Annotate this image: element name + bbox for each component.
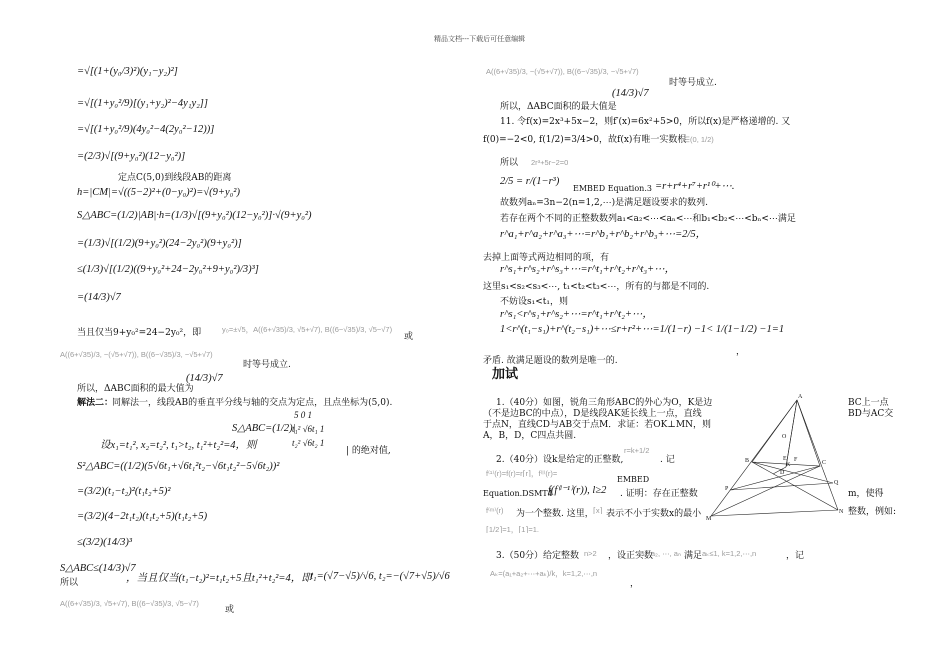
label-a: A [798, 394, 803, 400]
q2-r-def: r=k+1/2 [624, 446, 650, 455]
final-points: A((6+√35)/3, √5+√7), B((6−√35)/3, √5−√7) [60, 599, 199, 608]
q2-prove: . 证明：存在正整数 [620, 489, 698, 499]
problem-11-contradiction-eq: 1<r^(t₁−s₁)+r^(t₂−s₁)+⋯≤r+r²+⋯=1/(1−r) −1< 1/(1−1/2) −1=1 [500, 324, 785, 335]
label-k: K [786, 462, 791, 468]
problem-11-assume: 不妨设s₁<t₁，则 [500, 297, 568, 307]
left-eq3: =√[(1+y₀²/9)(4y₀²−4(2y₀²−12))] [77, 124, 215, 135]
q3-bound: aₖ≤1, k=1,2,⋯,n [702, 549, 757, 558]
label-f: F [794, 457, 798, 463]
right-equality-text: 时等号成立. [669, 78, 717, 88]
q1-side-2: BD与AC交 [848, 409, 894, 419]
s-squared-eq: S²△ABC=((1/2)(5√6t₁+√6t₁²t₂−√6t₁t₂²−5√6t₂))² [77, 461, 280, 472]
max-area-value: (14/3)√7 [186, 373, 223, 384]
q1-line-1: 1.（40分）如图，锐角三角形ABC的外心为O，K是边 [496, 398, 713, 408]
distance-eq: h=|CM|=√((5−2)²+(0−y₀)²)=√(9+y₀²) [77, 187, 240, 198]
root-interval: r∈(0, 1/2) [681, 135, 714, 144]
s-eq-5: ≤(3/2)(14/3)³ [77, 537, 132, 548]
line-an [797, 400, 838, 510]
max-area-text: 所以，ΔABC面积的最大值为 [77, 384, 194, 394]
condition-points: y₀=±√5，A((6+√35)/3, √5+√7), B((6−√35)/3, √5−√7) [222, 325, 393, 334]
substitution-text: 设x₁=t₁², x₂=t₂², t₁>t₂, t₁²+t₂²=4，则 [100, 440, 257, 451]
q2-fm: f⁽ᵐ⁾(r) [486, 506, 504, 515]
q3-tail: ，记 [786, 551, 805, 561]
fixed-point-text: 定点C(5,0)到线段AB的距离 [118, 173, 232, 183]
q3-comma: ， [630, 579, 640, 589]
s-eq-6-tail: ，当且仅当(t₁−t₂)²=t₁t₂+5且t₁²+t₂²=4，即 [126, 573, 312, 584]
q2-ceiling-def: 表示不小于实数x的最小 [606, 509, 702, 519]
embed-equation-3: EMBED Equation.3 [573, 184, 652, 193]
problem-11-two-sequences: 若存在两个不同的正整数数列a₁<a₂<⋯<aₙ<⋯和b₁<b₂<⋯<bₙ<⋯满足 [500, 214, 796, 224]
line-pq [730, 483, 833, 490]
page-header: 精品文档---下载后可任意编辑 [434, 35, 526, 43]
problem-11-cancel: 去掉上面等式两边相同的项，有 [483, 253, 610, 263]
q1-line-3: 于点N，直线CD与AB交于点M．求证：若OK⊥MN，则 [483, 420, 711, 430]
equality-text: 时等号成立. [243, 360, 291, 370]
left-eq6: ≤(1/3)√[(1/2)((9+y₀²+24−2y₀²+9+y₀²)/3)³] [77, 264, 259, 275]
q2-recursion: f(f⁽ˡ⁻¹⁾(r)), l≥2 [548, 485, 607, 496]
problem-11-equal-sums: r^a₁+r^a₂+r^a₃+⋯=r^b₁+r^b₂+r^b₃+⋯=2/5， [500, 229, 707, 240]
q1-line-4: A，B，D，C四点共圆. [483, 431, 577, 441]
left-eq1: =√[(1+(y₀/3)²)(y₁−y₂)²] [77, 66, 178, 77]
label-m: M [706, 516, 712, 522]
problem-11-line-1: 11. 令f(x)=2x³+5x−2，则f′(x)=6x²+5>0，所以f(x)是严格递增的. 又 [500, 117, 791, 127]
q1-line-2: （不是边BC的中点），D是线段AK延长线上一点，直线 [483, 409, 702, 419]
s-eq-6: S△ABC≤(14/3)√7 [60, 563, 136, 574]
geometry-figure [700, 392, 850, 522]
problem-11-line-2: f(0)=−2<0, f(1/2)=3/4>0，故f(x)有唯一实数根 [483, 135, 687, 145]
label-b: B [745, 458, 750, 464]
problem-11-so: 所以 [500, 158, 519, 168]
solution-2-label: 解法二： [77, 398, 114, 408]
label-q: Q [834, 480, 839, 486]
s-eq-4: =(3/2)(4−2t₁t₂)(t₁t₂+5)(t₁t₂+5) [77, 511, 208, 522]
q2-ji: . 记 [660, 455, 675, 465]
line-bn [752, 462, 838, 510]
right-max-text: 所以，ΔABC面积的最大值是 [500, 102, 617, 112]
problem-11-sequence: 故数列aₙ=3n−2(n=1,2,⋯)是满足题设要求的数列. [500, 198, 708, 208]
series-sum: =r+r⁴+r⁷+r¹⁰+⋯. [655, 181, 735, 192]
condition-points-2: A((6+√35)/3, −(√5+√7)), B((6−√35)/3, −√5+√7) [60, 350, 213, 359]
q3-mid: ，设正实数 [608, 551, 654, 561]
left-eq7: =(14/3)√7 [77, 292, 121, 303]
q2-side-2: 整数，例如: [848, 507, 897, 517]
line-mn [711, 510, 838, 516]
q1-side-1: BC上一点 [848, 398, 889, 408]
det-row-3: t₂² √6t₂ 1 [292, 438, 325, 448]
q2-integer-text: 为一个整数. 这里， [516, 509, 594, 519]
line-bd [752, 462, 833, 483]
q2-side-1: m，使得 [848, 489, 884, 499]
right-max-value: (14/3)√7 [612, 88, 649, 99]
left-eq5: =(1/3)√[(1/2)(9+y₀²)(24−2y₀²)(9+y₀²)] [77, 238, 242, 249]
label-d: D [780, 470, 785, 476]
q3-average: Aₖ=(a₁+a₂+⋯+aₖ)/k，k=1,2,⋯,n [490, 569, 598, 578]
q3-seq: a₁, a₂, ⋯, aₙ [640, 549, 681, 558]
q2-embed-dsmt4: Equation.DSMT4 [483, 489, 553, 498]
left-eq4: =(2/3)√[(9+y₀²)(12−y₀²)] [77, 151, 186, 162]
condition-text: 当且仅当9+y₀²=24−2y₀²，即 [77, 328, 202, 338]
problem-11-inequality: r^s₁<r^s₁+r^s₂+⋯=r^t₁+r^t₂+⋯， [500, 309, 653, 320]
t-values: t₁=(√7−√5)/√6, t₂=−(√7+√5)/√6 [310, 571, 450, 582]
q3-n: n>2 [584, 549, 597, 558]
s-eq-6-prefix: 所以 [60, 578, 79, 588]
determinant-lhs: S△ABC=(1/2)| [232, 423, 296, 434]
label-o: O [782, 434, 787, 440]
s-eq-3: =(3/2)(t₁−t₂)²(t₁t₂+5)² [77, 486, 171, 497]
q3-line-1: 3.（50分）给定整数 [496, 551, 580, 561]
q2-f-def: f⁽¹⁾(r)=f(r)=r⌈r⌉，f⁽ˡ⁾(r)= [486, 469, 558, 478]
left-eq2: =√[(1+y₀²/9)[(y₁+y₂)²−4y₁y₂]] [77, 98, 208, 109]
right-top-points: A((6+√35)/3, −(√5+√7)), B((6−√35)/3, −√5+√7) [486, 67, 639, 76]
comma: ， [736, 347, 746, 357]
label-c: C [822, 460, 827, 466]
figure-labels [706, 394, 844, 522]
det-row-2: t₁² √6t₁ 1 [292, 424, 325, 434]
q2-example: ⌈1/2⌉=1，⌈1⌉=1. [486, 525, 539, 534]
q3-mid2: 满足 [684, 551, 703, 561]
solution-2-text: 同解法一，线段AB的垂直平分线与轴的交点为定点，且点坐标为(5,0). [112, 398, 393, 408]
cubic-equation: 2r³+5r−2=0 [531, 158, 569, 167]
or-text-1: 或 [404, 332, 414, 342]
label-e: E [783, 456, 787, 462]
problem-11-reduced: r^s₁+r^s₂+r^s₃+⋯=r^t₁+r^t₂+r^t₃+⋯， [500, 264, 676, 275]
or-text-2: 或 [225, 605, 235, 615]
label-n: N [839, 509, 844, 515]
q2-embed: EMBED [617, 475, 650, 484]
section-jiashi: 加试 [492, 366, 519, 381]
determinant-tail: | 的绝对值, [346, 446, 391, 456]
q2-line-1: 2.（40分）设k是给定的正整数, [496, 455, 624, 465]
problem-11-conclusion: 矛盾. 故满足题设的数列是唯一的. [483, 356, 618, 366]
series-fraction: 2/5 = r/(1−r³) [500, 176, 560, 187]
q2-ceiling: ⌈x⌉ [593, 506, 603, 515]
area-eq: S△ABC=(1/2)|AB|·h=(1/3)√[(9+y₀²)(12−y₀²)]·√(9+y₀²) [77, 210, 312, 221]
label-p: P [725, 486, 729, 492]
det-row-1: 5 0 1 [294, 410, 312, 420]
problem-11-order: 这里s₁<s₂<s₃<⋯, t₁<t₂<t₃<⋯，所有的与都是不同的. [483, 282, 710, 292]
